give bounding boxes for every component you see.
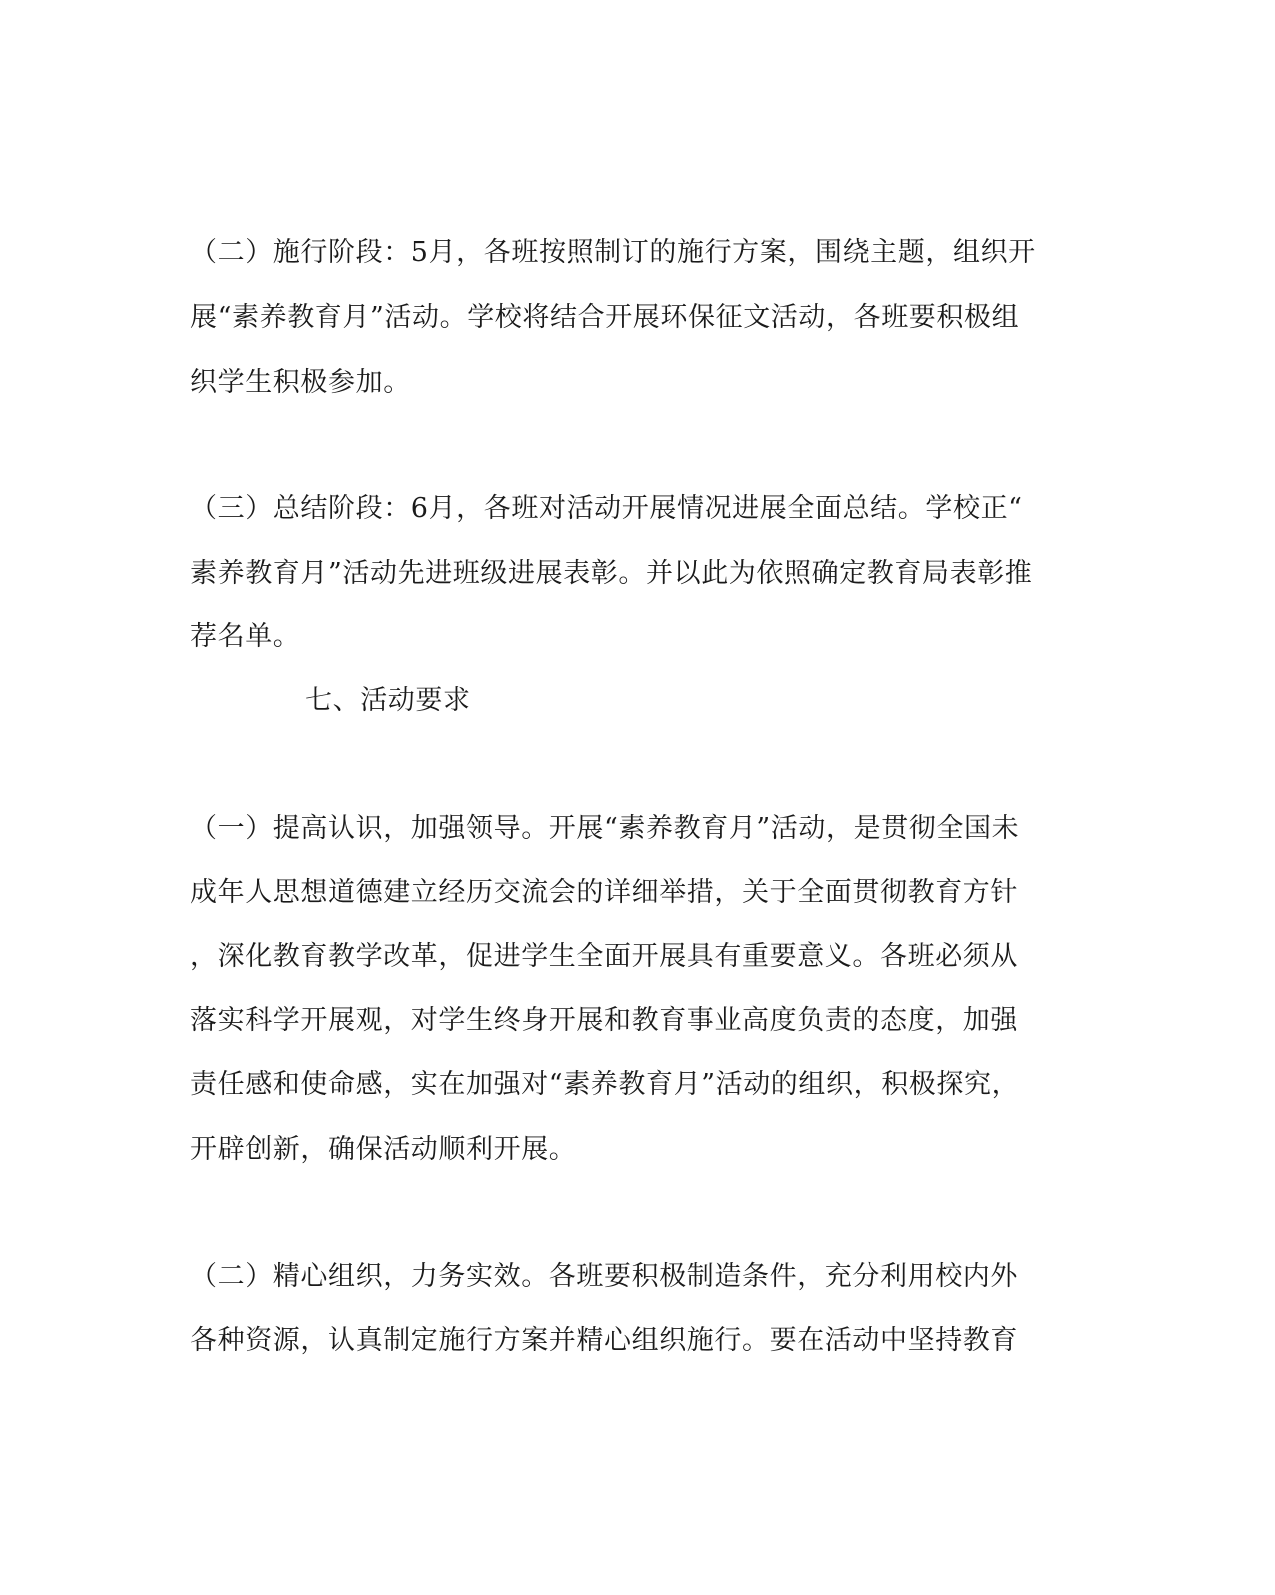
- paragraph-summary-line-1: （三）总结阶段：6月，各班对活动开展情况进展全面总结。学校正“: [190, 493, 1023, 524]
- paragraph-implementation-line-3: 织学生积极参加。: [190, 367, 411, 398]
- paragraph-awareness-line-4: 落实科学开展观，对学生终身开展和教育事业高度负责的态度，加强: [190, 1005, 1018, 1036]
- paragraph-summary-line-3: 荐名单。: [190, 621, 301, 652]
- paragraph-implementation-line-2: 展“素养教育月”活动。学校将结合开展环保征文活动，各班要积极组: [190, 302, 1020, 333]
- paragraph-organization-line-2: 各种资源，认真制定施行方案并精心组织施行。要在活动中坚持教育: [190, 1325, 1018, 1356]
- paragraph-awareness-line-3: ，深化教育教学改革，促进学生全面开展具有重要意义。各班必须从: [190, 941, 1018, 972]
- paragraph-summary-line-2: 素养教育月”活动先进班级进展表彰。并以此为依照确定教育局表彰推: [190, 558, 1033, 589]
- paragraph-organization-line-1: （二）精心组织，力务实效。各班要积极制造条件，充分利用校内外: [190, 1261, 1018, 1292]
- section-heading: 七、活动要求: [305, 685, 471, 716]
- paragraph-awareness-line-2: 成年人思想道德建立经历交流会的详细举措，关于全面贯彻教育方针: [190, 877, 1018, 908]
- paragraph-awareness-line-5: 责任感和使命感，实在加强对“素养教育月”活动的组织，积极探究，: [190, 1069, 1020, 1100]
- paragraph-awareness-line-1: （一）提高认识，加强领导。开展“素养教育月”活动，是贯彻全国未: [190, 813, 1020, 844]
- paragraph-awareness-line-6: 开辟创新，确保活动顺利开展。: [190, 1134, 577, 1165]
- paragraph-implementation-line-1: （二）施行阶段：5月，各班按照制订的施行方案，围绕主题，组织开: [190, 237, 1036, 268]
